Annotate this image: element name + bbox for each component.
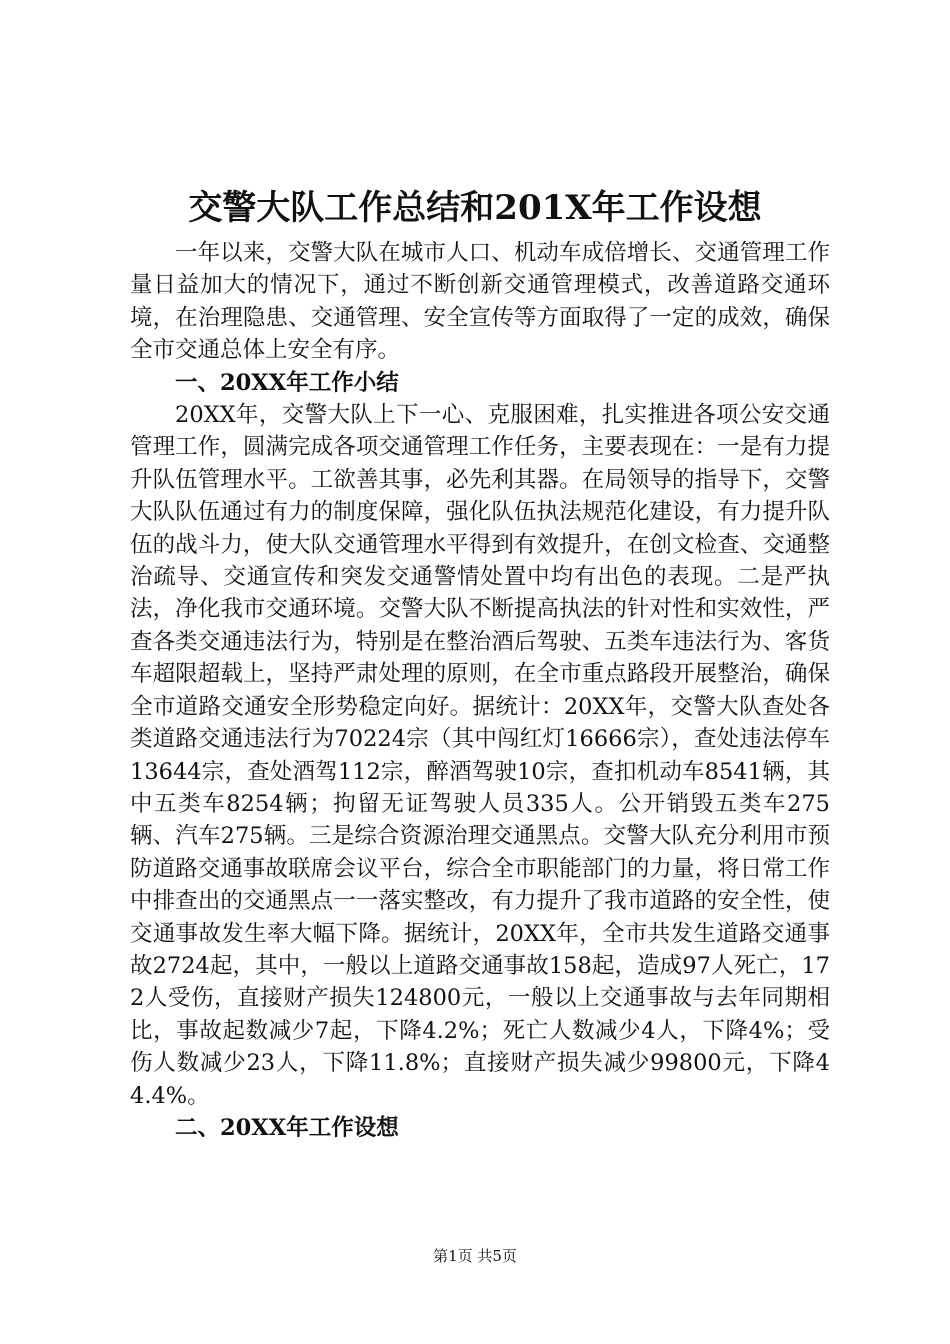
section-heading-summary: 一、20XX年工作小结	[175, 369, 399, 396]
intro-paragraph: 一年以来，交警大队在城市人口、机动车成倍增长、交通管理工作量日益加大的情况下，通过不断创新交通管理模式，改善道路交通环境，在治理隐患、交通管理、安全宣传等方面取得了一定的成效，确保全市交通总体上安全有序。	[130, 240, 830, 364]
section-heading-plan: 二、20XX年工作设想	[175, 1114, 399, 1141]
page-footer: 第1页 共5页	[433, 1247, 517, 1265]
document-title: 交警大队工作总结和201X年工作设想	[188, 188, 762, 228]
summary-paragraph: 20XX年，交警大队上下一心、克服困难，扎实推进各项公安交通管理工作，圆满完成各项交通管理工作任务，主要表现在：一是有力提升队伍管理水平。工欲善其事，必先利其器。在局领导的指导下，交警大队队伍通过有力的制度保障，强化队伍执法规范化建设，有力提升队伍的战斗力，使大队交通管理水平得到有效提升，在创文检查、交通整治疏导、交通宣传和突发交通警情处置中均有出色的表现。二是严执法，净化我市交通环境。交警大队不断提高执法的针对性和实效性，严查各类交通违法行为，特别是在整治酒后驾驶、五类车违法行为、客货车超限超载上，坚持严肃处理的原则，在全市重点路段开展整治，确保全市道路交通安全形势稳定向好。据统计：20XX年，交警大队查处各类道路交通违法行为70224宗（其中闯红灯16666宗），查处违法停车13644宗，查处酒驾112宗，醉酒驾驶10宗，查扣机动车8541辆，其中五类车8254辆；拘留无证驾驶人员335人。公开销毁五类车275辆、汽车275辆。三是综合资源治理交通黑点。交警大队充分利用市预防道路交通事故联席会议平台，综合全市职能部门的力量，将日常工作中排查出的交通黑点一一落实整改，有力提升了我市道路的安全性，使交通事故发生率大幅下降。据统计，20XX年，全市共发生道路交通事故2724起，其中，一般以上道路交通事故158起，造成97人死亡，172人受伤，直接财产损失124800元，一般以上交通事故与去年同期相比，事故起数减少7起，下降4.2%；死亡人数减少4人，下降4%；受伤人数减少23人，下降11.8%；直接财产损失减少99800元，下降44.4%。	[130, 402, 830, 1109]
document-body	[130, 237, 830, 1144]
